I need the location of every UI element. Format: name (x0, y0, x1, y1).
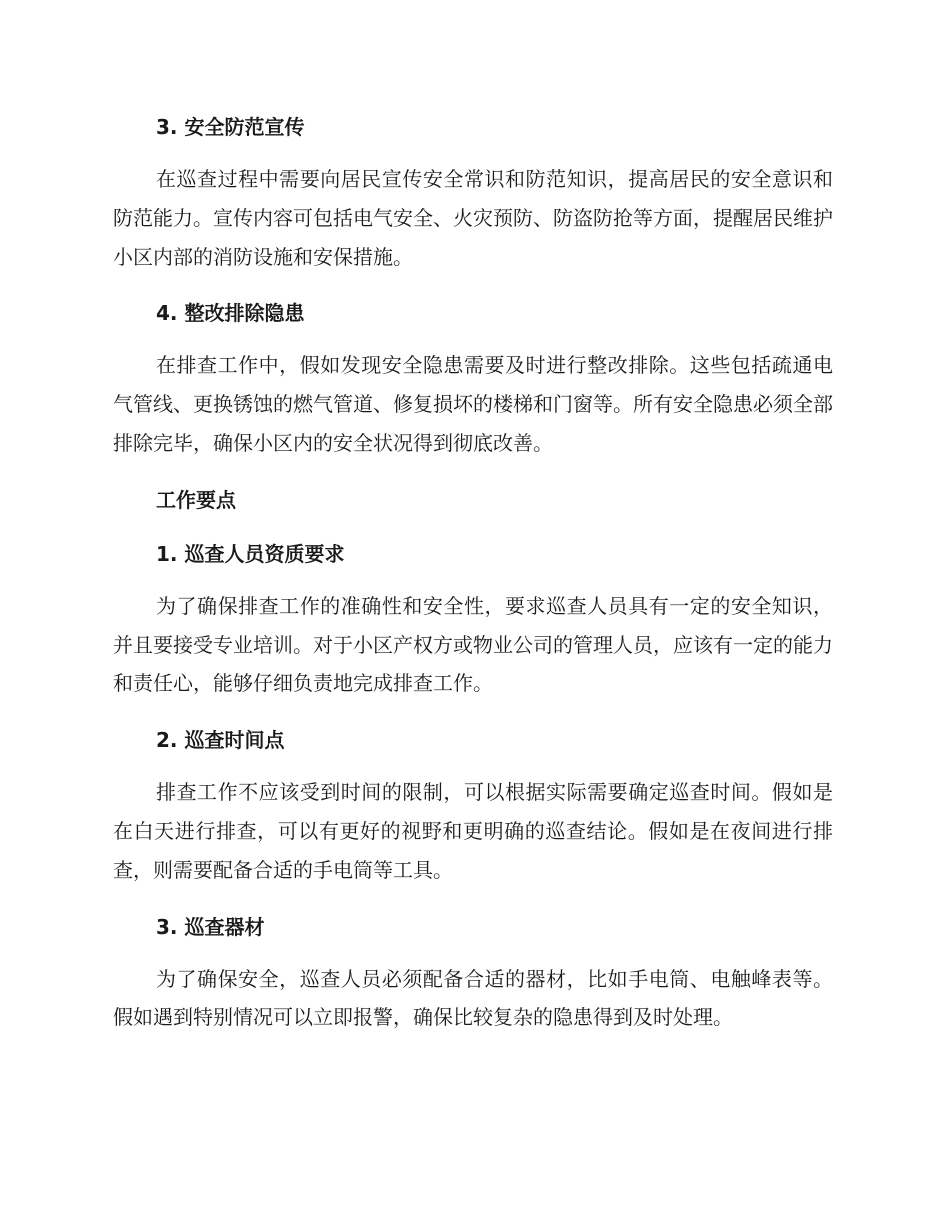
section-paragraph-safety-publicity: 在巡查过程中需要向居民宣传安全常识和防范知识，提高居民的安全意识和防范能力。宣传内容可包括电气安全、火灾预防、防盗防抢等方面，提醒居民维护小区内部的消防设施和安保措施。 (113, 167, 833, 269)
key-point-paragraph-timing: 排查工作不应该受到时间的限制，可以根据实际需要确定巡查时间。假如是在白天进行排查，可以有更好的视野和更明确的巡查结论。假如是在夜间进行排查，则需要配备合适的手电筒等工具。 (113, 780, 833, 882)
section-heading-safety-publicity: 3. 安全防范宣传 (156, 115, 305, 139)
key-points-title: 工作要点 (156, 487, 236, 512)
key-point-paragraph-equipment: 为了确保安全，巡查人员必须配备合适的器材，比如手电筒、电触峰表等。假如遇到特别情况可以立即报警，确保比较复杂的隐患得到及时处理。 (113, 966, 833, 1030)
key-point-heading-timing: 2. 巡查时间点 (156, 728, 285, 753)
section-paragraph-rectify-hazards: 在排查工作中，假如发现安全隐患需要及时进行整改排除。这些包括疏通电气管线、更换锈蚀的燃气管道、修复损坏的楼梯和门窗等。所有安全隐患必须全部排除完毕，确保小区内的安全状况得到彻底改善。 (113, 353, 833, 455)
key-point-heading-equipment: 3. 巡查器材 (156, 914, 265, 939)
key-point-heading-personnel: 1. 巡查人员资质要求 (156, 541, 345, 566)
section-heading-rectify-hazards: 4. 整改排除隐患 (156, 301, 305, 326)
document-body (113, 106, 833, 1037)
key-point-paragraph-personnel: 为了确保排查工作的准确性和安全性，要求巡查人员具有一定的安全知识，并且要接受专业培训。对于小区产权方或物业公司的管理人员，应该有一定的能力和责任心，能够仔细负责地完成排查工作。 (113, 593, 833, 696)
